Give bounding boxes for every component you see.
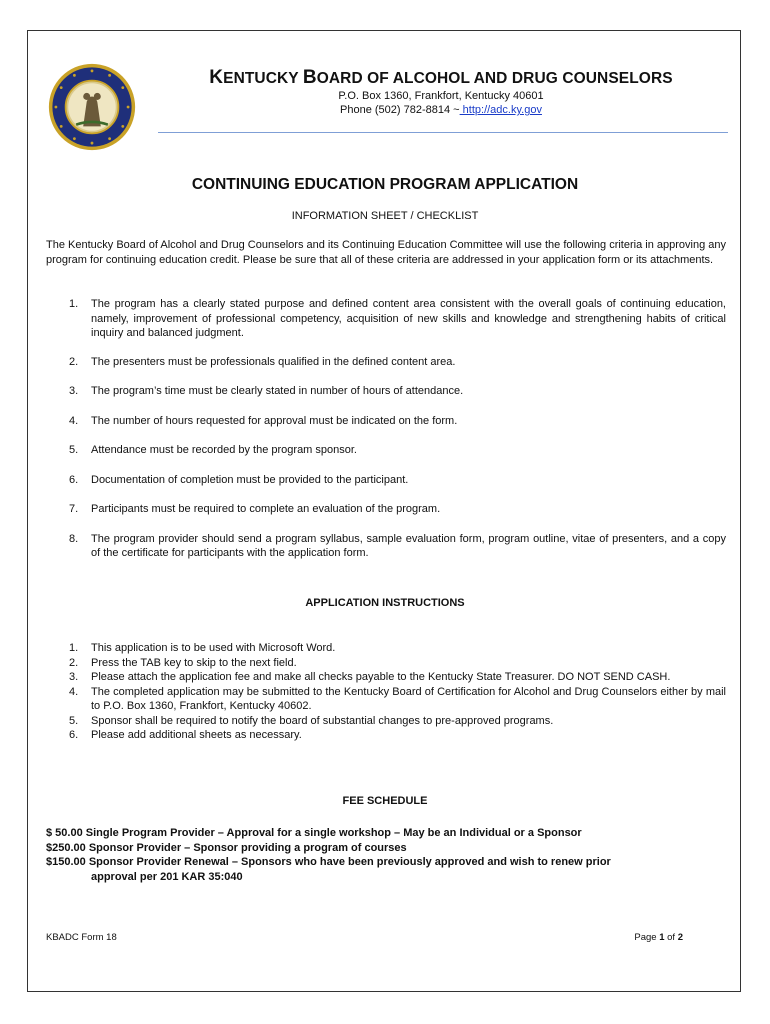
fee-row: $250.00 Sponsor Provider – Sponsor providing a program of courses [46, 841, 407, 854]
instructions-heading: APPLICATION INSTRUCTIONS [305, 597, 465, 609]
criteria-list [46, 297, 726, 561]
org-contact [158, 89, 724, 117]
kentucky-seal-icon [48, 63, 136, 151]
org-phone: Phone (502) 782-8814 ~ [340, 104, 460, 116]
document-page [27, 30, 741, 992]
fee-heading: FEE SCHEDULE [342, 795, 428, 807]
org-name: KENTUCKY BOARD OF ALCOHOL AND DRUG COUNSELORS [209, 67, 673, 88]
instruction-item: 6. Please add additional sheets as necessary. [69, 729, 302, 741]
criteria-item: 6. Documentation of completion must be provided to the participant. [69, 473, 409, 486]
criteria-item: 5. Attendance must be recorded by the program sponsor. [69, 444, 357, 456]
criteria-item: 3. The program’s time must be clearly stated in number of hours of attendance. [69, 385, 464, 397]
criteria-item: 1. The program has a clearly stated purpose and defined content area consistent with the overall goals of continuing education, namely, improvement of professional competency, acquisition of new skills and knowledge and strengthening habits of critical inquiry and balanced judgment. [69, 298, 726, 339]
criteria-item: 8. The program provider should send a program syllabus, sample evaluation form, program outline, vitae of presenters, and a copy of the certificate for participants with the application form. [69, 532, 726, 559]
page-title: CONTINUING EDUCATION PROGRAM APPLICATION [191, 176, 579, 193]
page-number: Page 1 of 2 [634, 932, 683, 943]
criteria-item: 4. The number of hours requested for approval must be indicated on the form. [69, 414, 458, 427]
instructions-list [46, 641, 726, 743]
fee-row-continuation: approval per 201 KAR 35:040 [91, 870, 243, 883]
org-address: P.O. Box 1360, Frankfort, Kentucky 40601 [338, 90, 544, 102]
fee-row: $ 50.00 Single Program Provider – Approval for a single workshop – May be an Individual or a Sponsor [46, 827, 582, 839]
instruction-item: 1. This application is to be used with Microsoft Word. [69, 642, 336, 654]
instruction-item: 5. Sponsor shall be required to notify the board of substantial changes to pre-approved programs. [69, 714, 554, 727]
criteria-item: 7. Participants must be required to complete an evaluation of the program. [69, 503, 441, 515]
criteria-item: 2. The presenters must be professionals qualified in the defined content area. [69, 355, 456, 368]
instruction-item: 4. The completed application may be submitted to the Kentucky Board of Certification for Alcohol and Drug Counselors either by mail to P.O. Box 1360, Frankfort, Kentucky 40602. [69, 685, 726, 712]
instruction-item: 3. Please attach the application fee and make all checks payable to the Kentucky State Treasurer. DO NOT SEND CASH. [69, 671, 671, 683]
website-link[interactable]: http://adc.ky.gov [459, 104, 542, 116]
form-id: KBADC Form 18 [46, 932, 117, 943]
page-subtitle: INFORMATION SHEET / CHECKLIST [291, 210, 479, 222]
intro-paragraph: The Kentucky Board of Alcohol and Drug Counselors and its Continuing Education Committee will use the following criteria in approving any program for continuing education credit. Please be sure that all of these criteria are addressed in your application form or its attachments. [46, 239, 726, 266]
header-divider [158, 132, 728, 133]
fee-schedule [46, 826, 726, 884]
org-phone-line [158, 103, 724, 117]
fee-row: $150.00 Sponsor Provider Renewal – Sponsors who have been previously approved and wish to renew prior [46, 856, 611, 868]
instruction-item: 2. Press the TAB key to skip to the next field. [69, 656, 297, 669]
